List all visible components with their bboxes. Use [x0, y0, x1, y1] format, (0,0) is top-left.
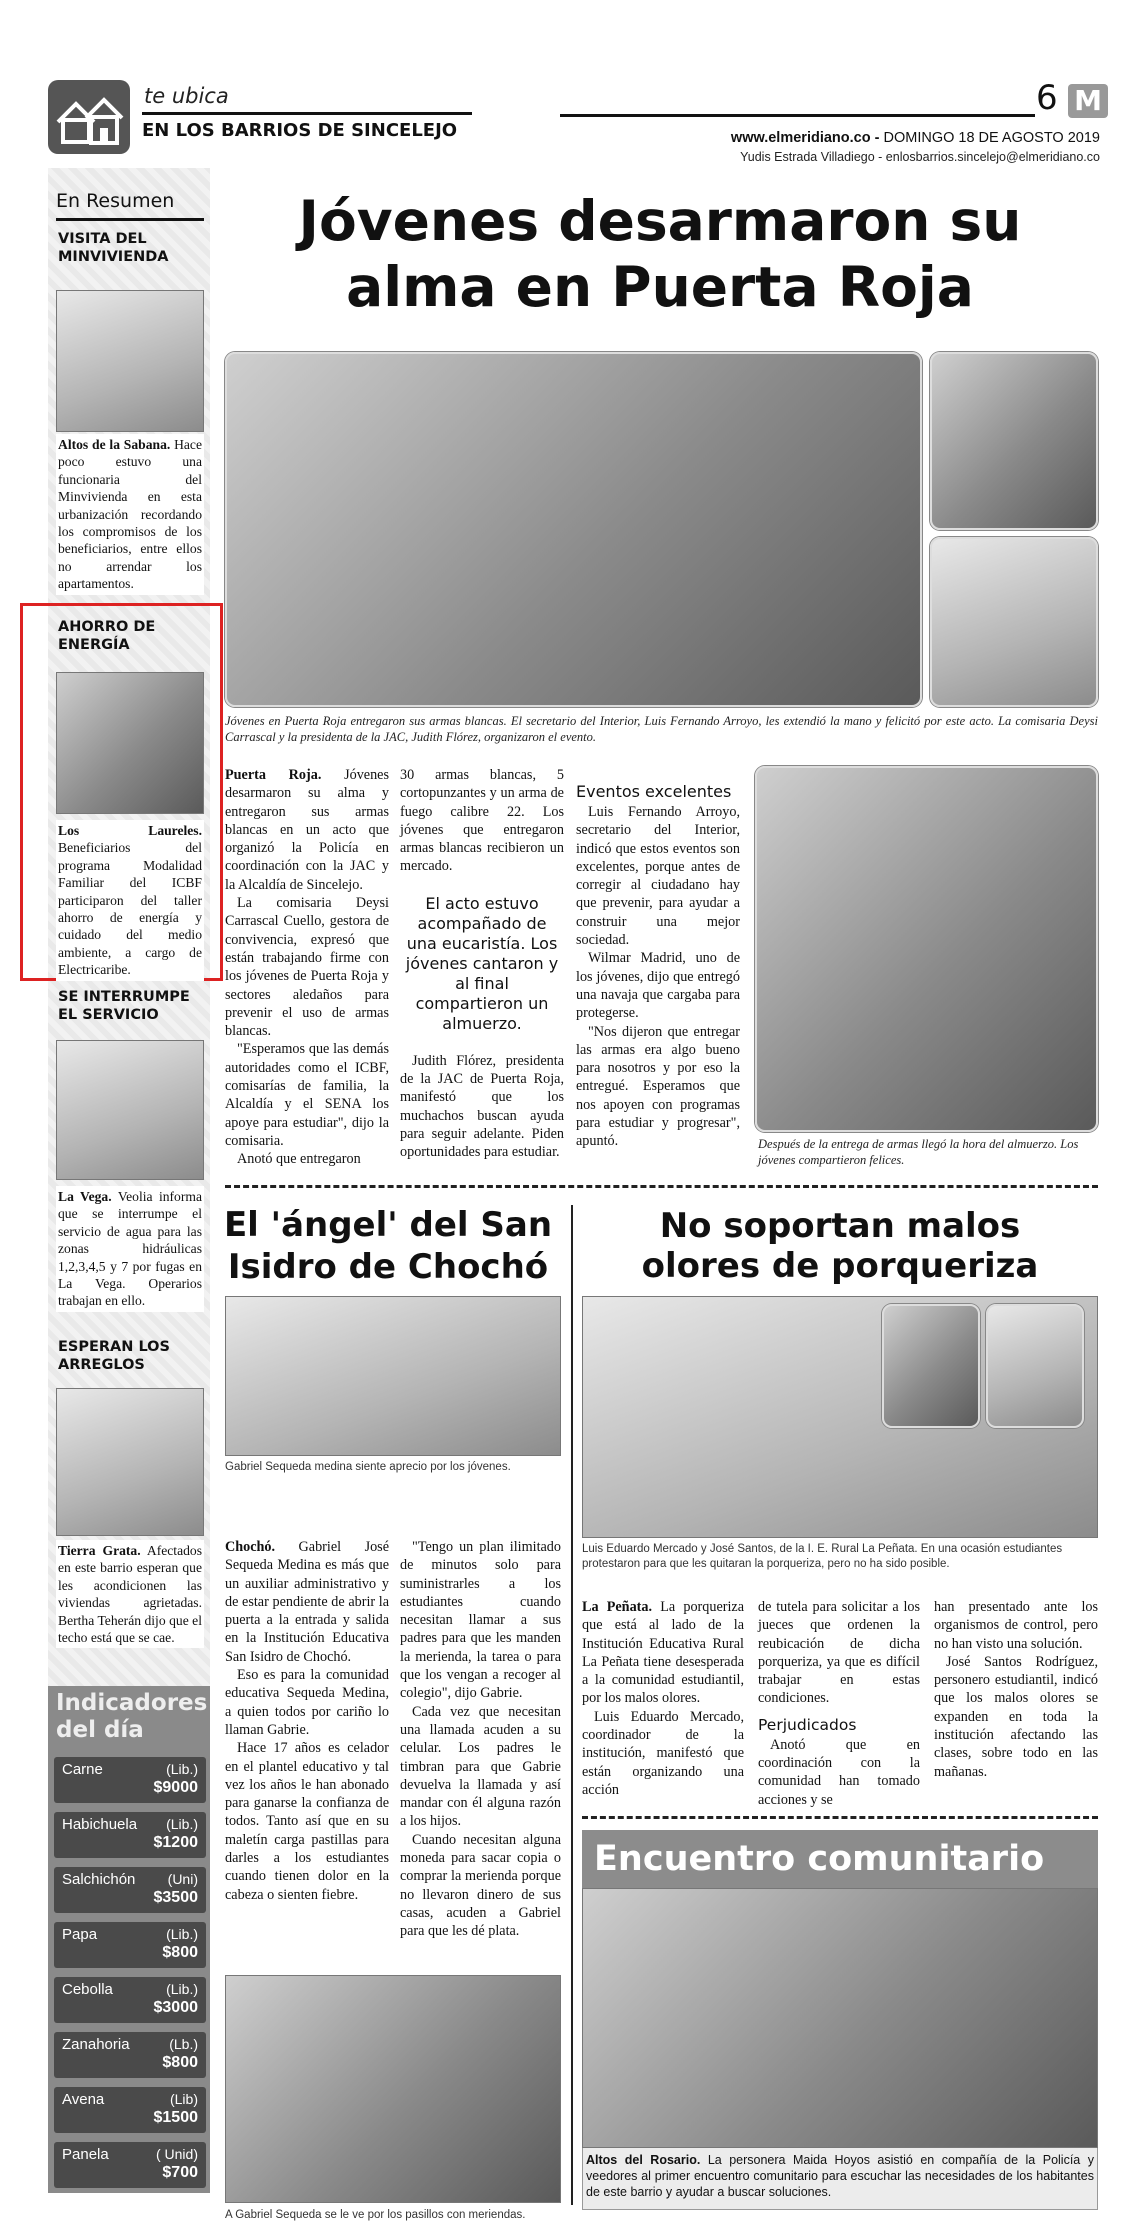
sidebar-item-body — [56, 1540, 204, 1648]
main-headline — [222, 188, 1098, 320]
angel-col-1 — [225, 1538, 389, 1904]
indicator-unit: (Lib.) — [166, 1816, 198, 1832]
indicator-unit: (Lib.) — [166, 1981, 198, 1997]
indicators-title-line1: Indicadores — [56, 1690, 208, 1716]
paragraph: Luis Fernando Arroyo, secretario del Interior, indicó que estos eventos son excelentes, porque antes de corregir al ciudadano hay que prevenir, para ayudar a construir una mejor sociedad. — [576, 804, 740, 949]
indicator-unit: (Lib.) — [166, 1761, 198, 1777]
indicator-row — [54, 2087, 206, 2133]
story-lead: Chochó. — [225, 1539, 276, 1555]
indicator-name: Habichuela — [62, 1816, 138, 1833]
caption-text: La personera Maida Hoyos asistió en compañía de la Policía y veedores al primer encuentro comunitario para escuchar las necesidades de los habitantes de este barrio y ayudar a buscar soluciones. — [586, 2153, 1094, 2199]
sidebar-item-text: Afectados en este barrio esperan que les acondicionen las viviendas agrietadas. Bertha Teherán dijo que el techo está que se cae. — [58, 1543, 202, 1646]
lunch-photo-caption: Después de la entrega de armas llegó la hora del almuerzo. Los jóvenes compartieron felices. — [758, 1137, 1079, 1167]
masthead — [0, 0, 1140, 165]
sidebar-title-rule — [56, 218, 204, 221]
paragraph: Cuando necesitan alguna moneda para sacar copia o comprar la merienda porque no llevaron dinero de sus casas, acuden a Gabriel para que les dé plata. — [400, 1831, 561, 1940]
indicator-name: Avena — [62, 2091, 105, 2108]
subhead: Perjudicados — [758, 1715, 857, 1734]
angel-headline — [218, 1204, 558, 1288]
sidebar-photo-house — [56, 1388, 204, 1536]
indicator-name: Carne — [62, 1761, 103, 1778]
main-col-3 — [576, 782, 740, 1151]
paragraph: han presentado ante los organismos de control, pero no han visto una solución. — [934, 1599, 1098, 1652]
indicator-row — [54, 1812, 206, 1858]
indicator-unit: (Uni) — [167, 1871, 198, 1887]
paragraph-text: La porqueriza que está al lado de la Institución Educativa Rural La Peñata tiene desesperada a la comunidad estudiantil, por los malos olores. — [582, 1599, 745, 1707]
paragraph: José Santos Rodríguez, personero estudiantil, indicó que los malos olores se expanden en toda la institución afectando las clases, sobre todo en las mañanas. — [934, 1653, 1098, 1780]
indicator-row — [54, 1757, 206, 1803]
sidebar-item-head: AHORRO DE ENERGÍA — [58, 619, 156, 653]
angel-photo-caption: Gabriel Sequeda medina siente aprecio por los jóvenes. — [225, 1461, 511, 1473]
sidebar-item-text: Veolia informa que se interrumpe el servicio de agua para las zonas hidráulicas 1,2,3,4,5 y 7 por fugas en La Vega. Operarios trabajan en ello. — [58, 1189, 202, 1309]
photo-lunch — [755, 766, 1098, 1132]
paragraph: "Nos dijeron que entregar las armas era algo bueno para nosotros y por eso la entregué. Esperamos que nos apoyen con programas para estudiar y progresar", apuntó. — [576, 1023, 740, 1150]
indicators-title — [56, 1690, 207, 1744]
paragraph: Cada vez que necesitan una llamada acuden a su celular. Los padres le timbran para que Gabrie devuelva la llamada y así mandar con él alguna razón a los hijos. — [400, 1703, 561, 1830]
pig-headline — [582, 1206, 1098, 1286]
indicator-name: Papa — [62, 1926, 98, 1943]
paragraph — [582, 1598, 744, 1708]
pig-col-2 — [758, 1598, 920, 1809]
subhead: Eventos excelentes — [576, 782, 732, 801]
site-url: www.elmeridiano.co - — [730, 130, 880, 146]
main-col-1 — [225, 766, 389, 1169]
paragraph-text: Gabriel José Sequeda Medina es más que un auxiliar administrativo y de estar pendiente de abrir la puerta a la entrada y salida en la Institución Educativa San Isidro de Chochó. — [225, 1539, 389, 1665]
house-icon — [48, 80, 130, 154]
sidebar-item-lead: Tierra Grata. — [58, 1543, 141, 1558]
photo-gabriel — [225, 1296, 561, 1456]
angel-photo2-caption: A Gabriel Sequeda se le ve por los pasillos con meriendas. — [225, 2209, 526, 2221]
pig-col-3 — [934, 1598, 1098, 1781]
paragraph-text: Jóvenes desarmaron su alma y entregaron sus armas blancas en un acto que organizó la Policía en coordinación con la JAC y la Alcaldía de Sincelejo. — [225, 767, 389, 893]
pull-quote: El acto estuvo acompañado de una eucaristía. Los jóvenes cantaron y al final compartieron un almuerzo. — [405, 893, 559, 1033]
photo-jac-president — [930, 537, 1098, 707]
indicator-name: Salchichón — [62, 1871, 136, 1888]
indicator-row — [54, 2032, 206, 2078]
main-photo-caption: Jóvenes en Puerta Roja entregaron sus armas blancas. El secretario del Interior, Luis Fernando Arroyo, les extendió la mano y felicitó por este acto. La comisaria Deysi Carrascal y la presidenta de la JAC, Judith Flórez, organizaron el evento. — [225, 714, 1098, 744]
indicator-price: $800 — [162, 2054, 198, 2071]
sidebar-photo-workshop — [56, 672, 204, 814]
paragraph: Hace 17 años es celador en el plantel educativo y tal vez los años le han abonado para ganarse la confianza de todos. Tanto así que en su maletín carga pastillas para darles a los estudiantes cuando tienen dolor en la cabeza o sienten fiebre. — [225, 1740, 389, 1903]
indicator-price: $1200 — [153, 1834, 198, 1851]
indicator-row — [54, 1922, 206, 1968]
pig-headline-line2: olores de porqueriza — [641, 1246, 1039, 1286]
indicator-price: $700 — [162, 2164, 198, 2181]
community-caption — [586, 2152, 1094, 2200]
main-photo — [225, 352, 922, 707]
paragraph: Judith Flórez, presidenta de la JAC de Puerta Roja, manifestó que los muchachos buscan ayuda para seguir adelante. Piden oportunidades para estudiar. — [400, 1052, 564, 1161]
paragraph — [225, 1538, 389, 1666]
sidebar-title: En Resumen — [56, 190, 175, 212]
story-lead: Puerta Roja. — [225, 767, 322, 783]
indicator-unit: ( Unid) — [155, 2146, 198, 2162]
paragraph: "Tengo un plan ilimitado de minutos solo para suministrarles a los estudiantes cuando necesitan llamar a sus padres para que les manden la merienda, la tarea o para que los vengan a recoger al colegio", dijo Gabrie. — [400, 1539, 561, 1702]
kicker-rule — [142, 112, 472, 115]
byline: Yudis Estrada Villadiego - enlosbarrios.sincelejo@elmeridiano.co — [740, 150, 1100, 164]
pig-col-1 — [582, 1598, 744, 1799]
sidebar-photo-apartments — [56, 290, 204, 432]
photo-jose-santos — [986, 1304, 1084, 1428]
sidebar-item-lead: Los Laureles. — [58, 823, 202, 838]
indicator-row — [54, 1867, 206, 1913]
indicator-row — [54, 1977, 206, 2023]
logo: M — [1068, 84, 1108, 118]
photo-luis-mercado — [882, 1304, 980, 1428]
sidebar-item-lead: La Vega. — [58, 1189, 112, 1204]
paragraph: La comisaria Deysi Carrascal Cuello, gestora de convivencia, expresó que están trabajando firme con los jóvenes de Puerta Roja y sectores aledaños para prevenir el uso de armas blancas. — [225, 895, 389, 1040]
paragraph: Anotó que en coordinación con la comunidad han tomado acciones y se — [758, 1736, 920, 1808]
photo-community-meeting — [582, 1888, 1098, 2148]
column-divider — [571, 1205, 573, 2205]
photo-police-officer — [930, 352, 1098, 530]
photo-gabriel-hallway — [225, 1975, 561, 2203]
sidebar-item-body — [56, 1186, 204, 1312]
dashed-divider — [225, 1185, 1098, 1188]
pig-headline-line1: No soportan malos — [659, 1206, 1021, 1246]
indicator-unit: (Lib.) — [166, 1926, 198, 1942]
angel-headline-line2: Isidro de Chochó — [227, 1247, 549, 1287]
top-rule — [560, 114, 1035, 117]
pig-photo-caption: Luis Eduardo Mercado y José Santos, de la I. E. Rural La Peñata. En una ocasión estudiantes protestaron para que les quitaran la porqueriza, pero no ha sido posible. — [582, 1543, 1063, 1570]
sidebar-item-head: SE INTERRUMPE EL SERVICIO — [58, 989, 190, 1023]
paragraph: Eso es para la comunidad educativa Sequeda Medina, a quien todos por cariño lo llaman Gabrie. — [225, 1667, 389, 1738]
paragraph: de tutela para solicitar a los jueces que ordenen la reubicación de dicha porqueriza, ya que es difícil trabajar en estas condiciones. — [758, 1599, 920, 1707]
angel-headline-line1: El 'ángel' del San — [223, 1205, 553, 1245]
paragraph: Luis Eduardo Mercado, coordinador de la institución, manifestó que están organizando una acción — [582, 1708, 744, 1798]
sidebar-item-text: Beneficiarios del programa Modalidad Familiar del ICBF participaron del taller ahorro de energía y cuidado del medio ambiente, a cargo de Electricaribe. — [58, 840, 202, 978]
page-number: 6 — [1036, 78, 1058, 118]
caption-lead: Altos del Rosario. — [586, 2153, 701, 2167]
paragraph: "Esperamos que las demás autoridades como el ICBF, comisarías de familia, la Alcaldía y el SENA los apoye para estudiar", dijo la comisaria. — [225, 1041, 389, 1149]
indicator-price: $1500 — [153, 2109, 198, 2126]
main-col-2 — [400, 766, 564, 1162]
indicator-price: $800 — [162, 1944, 198, 1961]
indicator-price: $3500 — [153, 1889, 198, 1906]
indicators-title-line2: del día — [56, 1717, 144, 1743]
main-headline-line2: alma en Puerta Roja — [346, 255, 974, 319]
paragraph: 30 armas blancas, 5 cortopunzantes y un arma de fuego calibre 22. Los jóvenes que entregaron armas blancas recibieron un mercado. — [400, 767, 564, 875]
indicator-row — [54, 2142, 206, 2188]
section-kicker: te ubica — [144, 84, 229, 108]
dashed-divider — [582, 1816, 1098, 1819]
indicator-name: Zanahoria — [62, 2036, 130, 2053]
indicator-name: Panela — [62, 2146, 109, 2163]
sidebar-item-lead: Altos de la Sabana. — [58, 437, 171, 452]
sidebar-photo-street — [56, 1040, 204, 1180]
paragraph: Wilmar Madrid, uno de los jóvenes, dijo que entregó una navaja que cargaba para protegerse. — [576, 950, 740, 1022]
sidebar-item-body — [56, 820, 204, 981]
sidebar-item-head: VISITA DEL MINVIVIENDA — [58, 231, 169, 265]
indicator-unit: (Lb.) — [169, 2036, 198, 2052]
indicator-price: $3000 — [153, 1999, 198, 2016]
dateline — [731, 130, 1100, 146]
sidebar-item-text: Hace poco estuvo una funcionaria del Minvivienda en esta urbanización recordando los compromisos de los beneficiarios, entre ellos no arrendar los apartamentos. — [58, 437, 202, 592]
sidebar-item-body — [56, 434, 204, 595]
story-lead: La Peñata. — [582, 1599, 653, 1615]
sidebar-item-head: ESPERAN LOS ARREGLOS — [58, 1339, 170, 1373]
angel-col-2 — [400, 1538, 561, 1941]
issue-date: DOMINGO 18 DE AGOSTO 2019 — [883, 130, 1100, 146]
indicator-unit: (Lib) — [169, 2091, 198, 2107]
section-title: EN LOS BARRIOS DE SINCELEJO — [142, 120, 458, 141]
community-headline: Encuentro comunitario — [582, 1830, 1098, 1888]
paragraph: Anotó que entregaron — [237, 1151, 361, 1168]
indicator-name: Cebolla — [62, 1981, 113, 1998]
paragraph — [225, 766, 389, 894]
main-headline-line1: Jóvenes desarmaron su — [298, 189, 1022, 253]
indicator-price: $9000 — [153, 1779, 198, 1796]
